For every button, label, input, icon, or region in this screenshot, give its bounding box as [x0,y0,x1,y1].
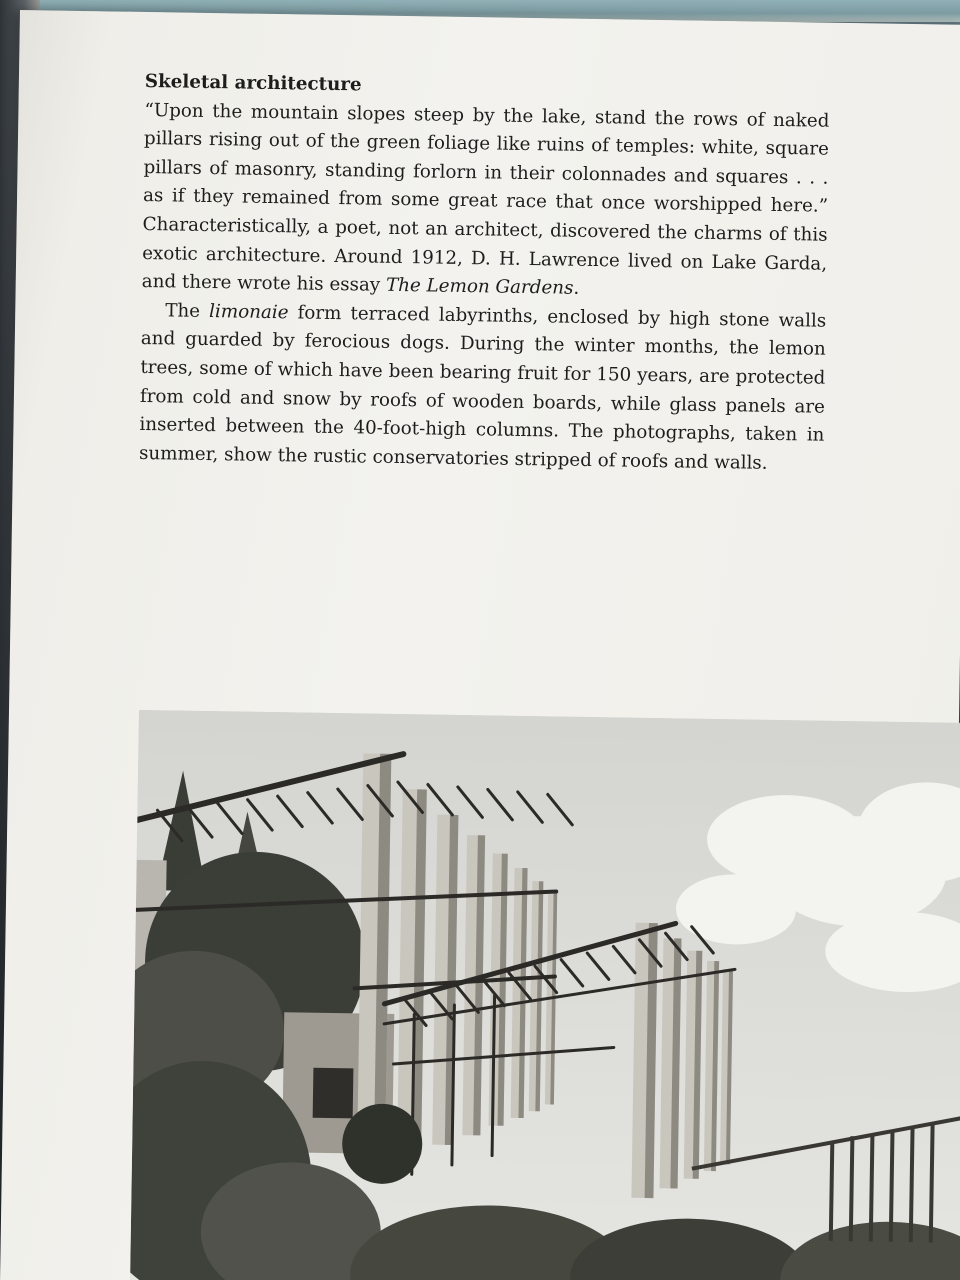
paragraph-1 [142,97,830,308]
photo-illustration [130,710,960,1280]
paragraph-2-text: form terraced labyrinths, enclosed by high stone walls and guarded by ferocious dogs. During the winter months, the lemon trees, some of which have been bearing fruit for 150 years, are protected from cold and snow by roofs of wooden boards, while glass panels are inserted between the 40-foot-high columns. The photographs, taken in summer, show the rustic conservatories stripped of roofs and walls. [138,302,827,474]
essay-title: The Lemon Gardens [385,274,574,299]
lemon-garden-pillars-photo [130,710,960,1280]
limonaie-term: limonaie [208,300,289,324]
text-block [139,68,830,479]
book-page [0,10,960,1280]
paragraph-1-end: . [573,277,580,299]
paragraph-1-text: Characteristically, a poet, not an architect, discovered the charms of this exotic architecture. Around 1912, D. H. Lawrence lived on Lake Garda, and there wrote his essay [141,213,828,296]
lawrence-quote: “Upon the mountain slopes steep by the lake, stand the rows of naked pillars rising out of the green foliage like ruins of temples: white, square pillars of masonry, standing forlorn in their colonnades and squares . . . as if they remained from some great race that once worshipped here.” [142,99,830,218]
paragraph-2 [139,297,827,479]
section-heading: Skeletal architecture [144,70,362,96]
paragraph-2-start: The [165,300,210,322]
